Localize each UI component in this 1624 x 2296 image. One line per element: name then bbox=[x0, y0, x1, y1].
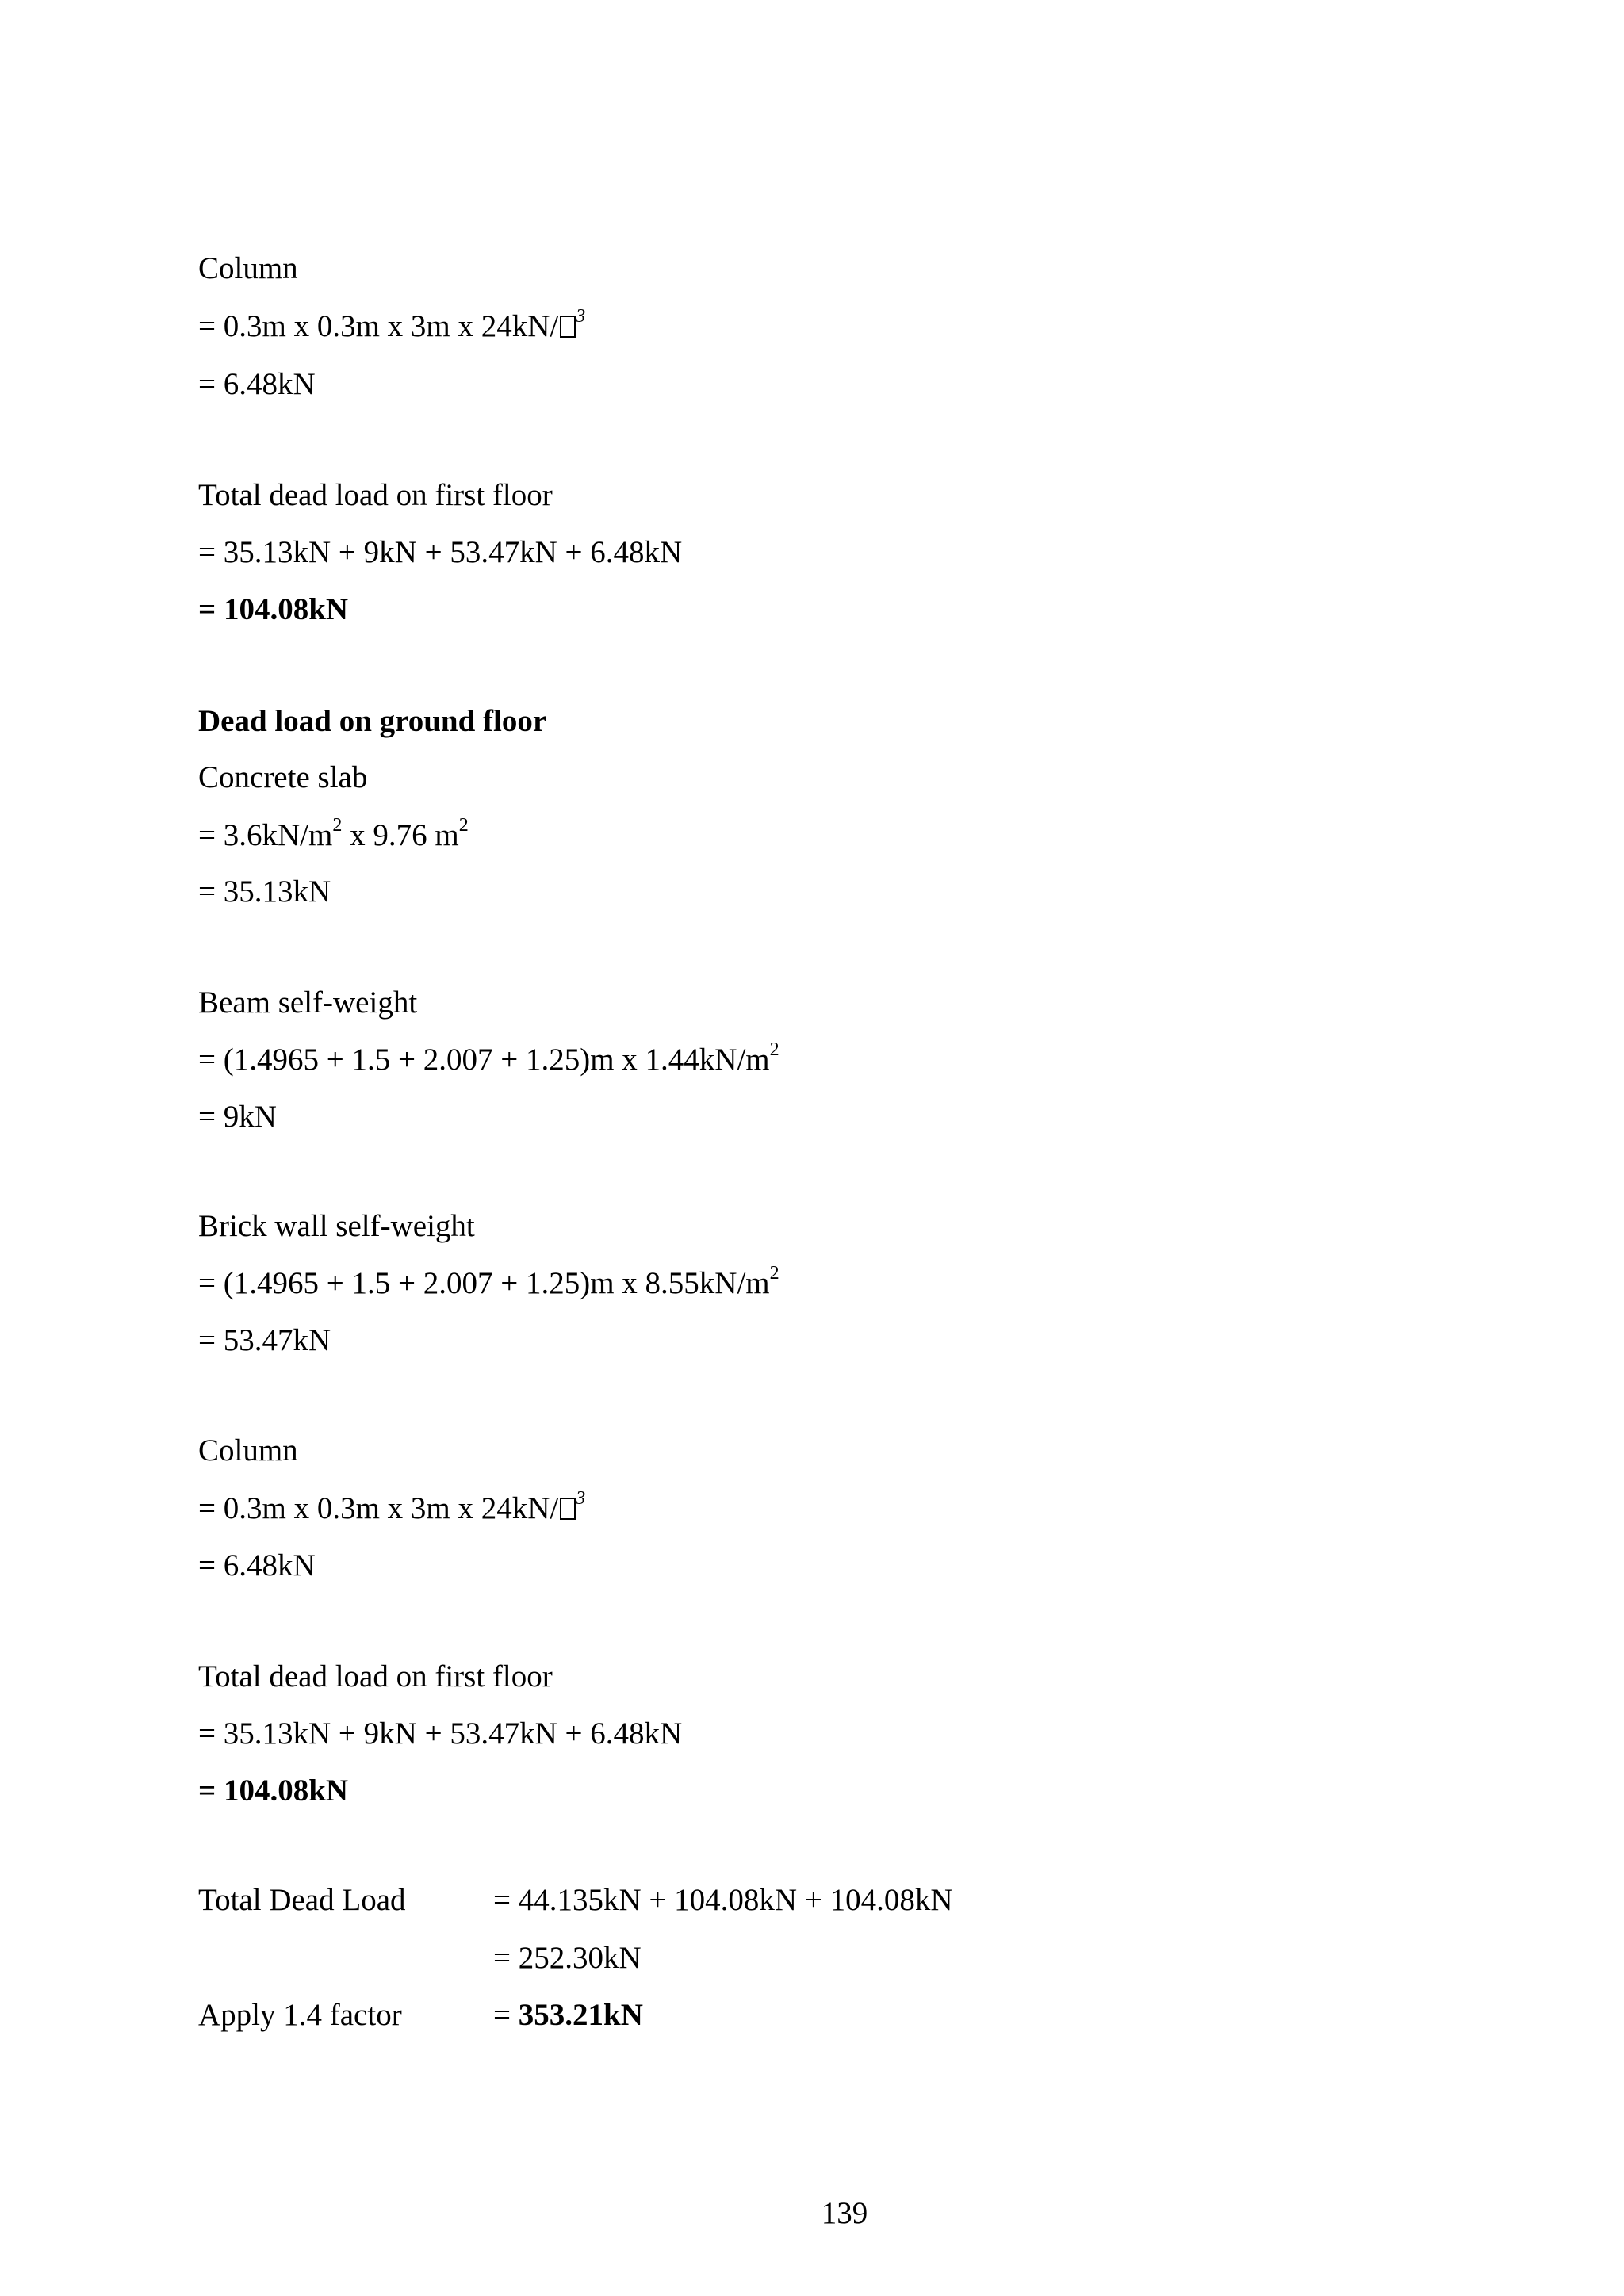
total-result-first: = 104.08kN bbox=[198, 592, 349, 626]
slab-heading: Concrete slab bbox=[198, 760, 368, 794]
total-calc-first: = 35.13kN + 9kN + 53.47kN + 6.48kN bbox=[198, 535, 683, 569]
missing-glyph-icon bbox=[560, 1498, 576, 1520]
beam-heading: Beam self-weight bbox=[198, 985, 418, 1020]
factor-equals: = bbox=[493, 1998, 519, 2032]
total-heading-first: Total dead load on first floor bbox=[198, 478, 553, 512]
factor-value bbox=[493, 1996, 643, 2034]
factor-label: Apply 1.4 factor bbox=[198, 1998, 402, 2032]
wall-calc bbox=[198, 1265, 779, 1303]
slab-calc-part-b: x 9.76 m bbox=[342, 818, 459, 852]
column-heading-first: Column bbox=[198, 251, 298, 285]
missing-glyph-icon bbox=[560, 316, 576, 338]
total-dead-load-result: = 252.30kN bbox=[493, 1941, 642, 1975]
column-calc-exponent: 3 bbox=[576, 306, 586, 327]
factor-result: 353.21kN bbox=[518, 1998, 643, 2032]
section-heading-ground: Dead load on ground floor bbox=[198, 704, 547, 738]
column-result-ground: = 6.48kN bbox=[198, 1548, 316, 1582]
wall-calc-exponent: 2 bbox=[769, 1263, 779, 1284]
total-calc-ground: = 35.13kN + 9kN + 53.47kN + 6.48kN bbox=[198, 1716, 683, 1751]
total-result-ground: = 104.08kN bbox=[198, 1774, 349, 1808]
column-calc-first bbox=[198, 308, 585, 346]
column-result-first: = 6.48kN bbox=[198, 367, 316, 401]
column-calc-exponent: 3 bbox=[576, 1488, 586, 1509]
slab-calc-part-a: = 3.6kN/m bbox=[198, 818, 333, 852]
slab-calc bbox=[198, 817, 469, 855]
total-dead-load-calc: = 44.135kN + 104.08kN + 104.08kN bbox=[493, 1883, 953, 1917]
wall-calc-text: = (1.4965 + 1.5 + 2.007 + 1.25)m x 8.55kN/m bbox=[198, 1266, 770, 1300]
column-heading-ground: Column bbox=[198, 1433, 298, 1468]
total-heading-ground: Total dead load on first floor bbox=[198, 1659, 553, 1693]
slab-result: = 35.13kN bbox=[198, 874, 331, 909]
wall-heading: Brick wall self-weight bbox=[198, 1209, 475, 1243]
wall-result: = 53.47kN bbox=[198, 1323, 331, 1357]
total-dead-load-label: Total Dead Load bbox=[198, 1883, 406, 1917]
beam-calc bbox=[198, 1041, 779, 1079]
slab-calc-exp-b: 2 bbox=[458, 815, 469, 836]
beam-calc-text: = (1.4965 + 1.5 + 2.007 + 1.25)m x 1.44kN/m bbox=[198, 1043, 770, 1077]
beam-calc-exponent: 2 bbox=[769, 1039, 779, 1060]
beam-result: = 9kN bbox=[198, 1100, 277, 1134]
slab-calc-exp-a: 2 bbox=[332, 815, 343, 836]
page-number: 139 bbox=[821, 2196, 868, 2230]
column-calc-text: = 0.3m x 0.3m x 3m x 24kN/ bbox=[198, 309, 559, 343]
column-calc-text: = 0.3m x 0.3m x 3m x 24kN/ bbox=[198, 1491, 559, 1525]
column-calc-ground bbox=[198, 1490, 585, 1528]
